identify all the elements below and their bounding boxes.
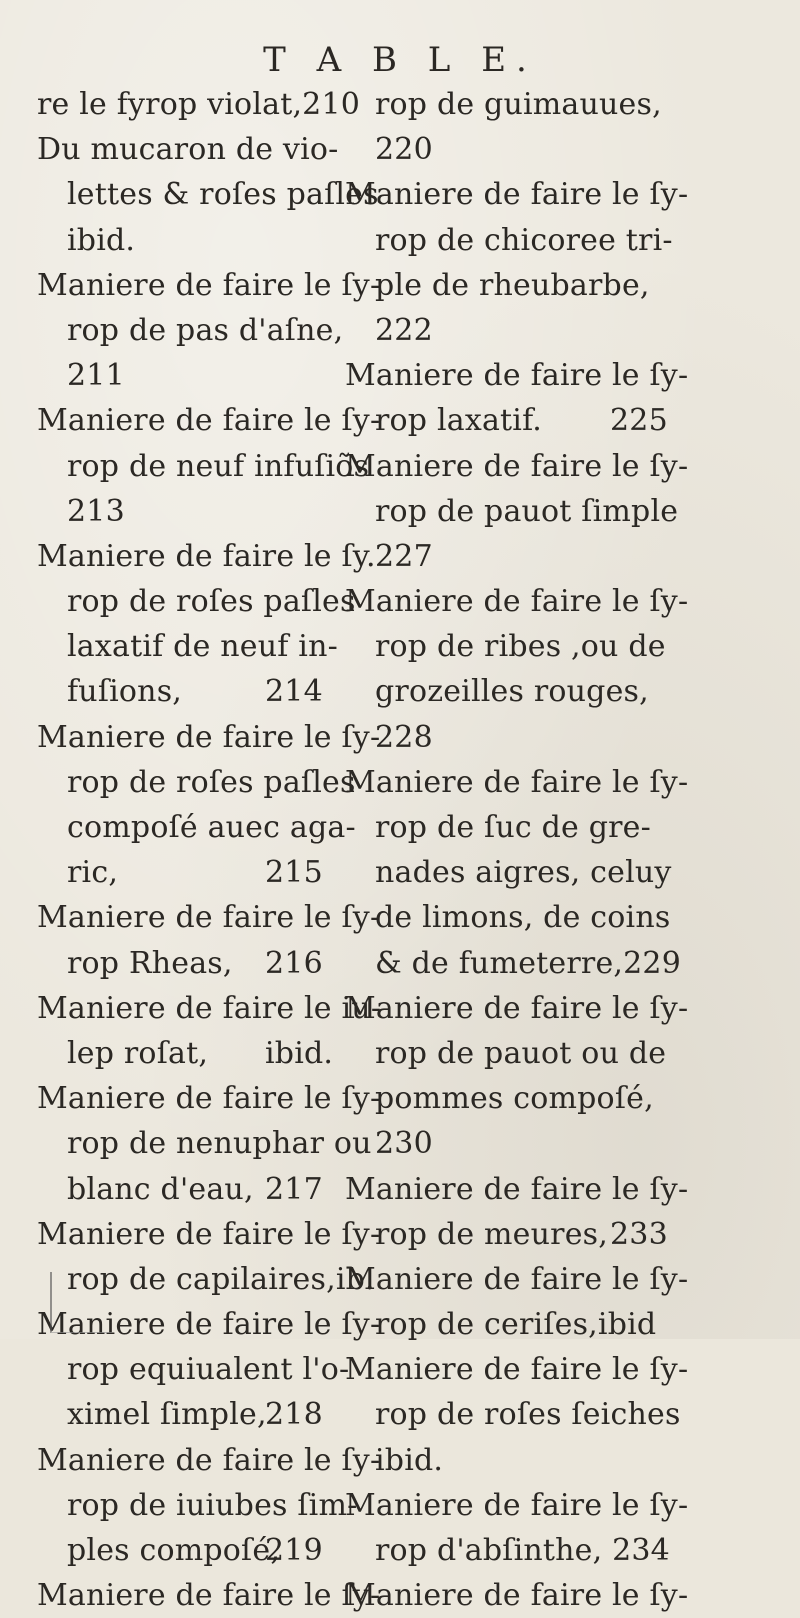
left-index-line	[0, 1573, 400, 1618]
left-index-line	[0, 895, 400, 940]
index-entry-text: rop Rheas,	[67, 945, 233, 981]
left-index-line	[0, 398, 400, 443]
left-index-line	[0, 1121, 400, 1166]
index-entry-text: rop de roſes paſles	[67, 764, 356, 800]
index-entry-text: rop de roſes ſeiches	[375, 1397, 681, 1433]
right-index-line	[345, 986, 800, 1031]
index-entry-text: laxatif de neuf in-	[67, 629, 338, 665]
index-entry-text: Maniere de faire le ſy-	[345, 1578, 689, 1614]
page-number: 225	[610, 403, 668, 439]
right-index-line	[345, 941, 800, 986]
index-entry-text: ibid.	[67, 222, 136, 258]
index-entry-text: Maniere de faire le ſy-	[345, 764, 689, 800]
right-index-line	[345, 353, 800, 398]
index-entry-text: 227	[375, 538, 433, 574]
index-entry-text: Maniere de faire le iu-	[37, 990, 382, 1026]
index-entry-text: & de fumeterre,229	[375, 945, 682, 981]
left-index-line	[0, 941, 400, 986]
index-entry-text: Maniere de faire le ſy-	[345, 448, 689, 484]
right-index-line	[345, 308, 800, 353]
index-entry-text: Maniere de faire le ſy-	[345, 584, 689, 620]
right-index-line	[345, 1392, 800, 1437]
left-index-line	[0, 1167, 400, 1212]
index-entry-text: rop de chicoree tri-	[375, 222, 673, 258]
page-number: 217	[265, 1171, 323, 1207]
right-index-line	[345, 489, 800, 534]
left-index-line	[0, 218, 400, 263]
right-index-line	[345, 1257, 800, 1302]
right-index-line	[345, 82, 800, 127]
index-entry-text: rop de ribes ,ou de	[375, 629, 666, 665]
index-entry-text: Du mucaron de vio-	[37, 132, 339, 168]
index-entry-text: rop d'abſinthe, 234	[375, 1533, 670, 1568]
right-index-line	[345, 579, 800, 624]
index-entry-text: Maniere de faire le ſy-	[345, 1261, 689, 1297]
right-index-line	[345, 669, 800, 714]
left-index-line	[0, 308, 400, 353]
index-entry-text: rop de capilaires,ib.	[67, 1261, 375, 1297]
left-index-line	[0, 444, 400, 489]
left-index-line	[0, 1392, 400, 1437]
index-entry-text: Maniere de faire le ſy-	[37, 267, 381, 303]
left-index-line	[0, 986, 400, 1031]
index-entry-text: pommes compoſé,	[375, 1081, 654, 1117]
index-column-right	[345, 82, 800, 1618]
left-index-line	[0, 805, 400, 850]
index-entry-text: rop de roſes paſles	[67, 584, 356, 620]
right-index-line	[345, 263, 800, 308]
index-entry-text: ibid.	[375, 1442, 444, 1478]
index-entry-text: rop laxatif.	[375, 403, 543, 439]
index-entry-text: ples compoſé,	[67, 1533, 281, 1568]
left-index-line	[0, 1483, 400, 1528]
page-number: 233	[610, 1216, 668, 1252]
page-number: ibid.	[265, 1035, 334, 1071]
left-index-line	[0, 850, 400, 895]
right-index-line	[345, 1212, 800, 1257]
page-corner-mark	[50, 1272, 112, 1333]
right-index-line	[345, 1031, 800, 1076]
left-index-line	[0, 127, 400, 172]
right-index-line	[345, 895, 800, 940]
right-index-line	[345, 1483, 800, 1528]
index-entry-text: 230	[375, 1126, 433, 1162]
index-entry-text: Maniere de faire le ſy-	[37, 719, 381, 755]
right-index-line	[345, 218, 800, 263]
left-index-line	[0, 1076, 400, 1121]
right-index-line	[345, 715, 800, 760]
left-index-line	[0, 1031, 400, 1076]
index-entry-text: rop de meures,	[375, 1216, 608, 1252]
left-index-line	[0, 172, 400, 217]
index-entry-text: re le fyrop violat,210	[37, 87, 361, 122]
page-number: 216	[265, 945, 323, 981]
right-index-line	[345, 850, 800, 895]
right-index-line	[345, 760, 800, 805]
index-entry-text: rop de pas d'aſne,	[67, 312, 344, 348]
index-column-left	[0, 82, 400, 1618]
right-index-line	[345, 1528, 800, 1573]
page-number: 219	[265, 1533, 323, 1568]
right-index-line	[345, 444, 800, 489]
index-entry-text: Maniere de faire le ſy-	[37, 1216, 381, 1252]
index-entry-text: Maniere de faire le ſy-	[37, 900, 381, 936]
index-entry-text: 213	[67, 493, 125, 529]
right-index-line	[345, 805, 800, 850]
index-entry-text: lep roſat,	[67, 1035, 209, 1071]
index-entry-text: rop equiualent l'o-	[67, 1352, 350, 1388]
index-entry-text: de limons, de coins	[375, 900, 671, 936]
index-entry-text: rop de ceriſes,ibid	[375, 1307, 657, 1343]
index-entry-text: ric,	[67, 855, 119, 891]
index-entry-text: blanc d'eau,	[67, 1171, 254, 1207]
index-entry-text: Maniere de faire le ſy-	[345, 358, 689, 394]
right-index-line	[345, 624, 800, 669]
right-index-line	[345, 1121, 800, 1166]
index-entry-text: Maniere de faire le ſy-	[345, 1171, 689, 1207]
left-index-line	[0, 1438, 400, 1483]
left-index-line	[0, 1347, 400, 1392]
page-number: 215	[265, 855, 323, 891]
left-index-line	[0, 353, 400, 398]
index-entry-text: 228	[375, 719, 433, 755]
left-index-line	[0, 715, 400, 760]
right-index-line	[345, 534, 800, 579]
right-index-line	[345, 1347, 800, 1392]
left-index-line	[0, 669, 400, 714]
left-index-line	[0, 1528, 400, 1573]
left-index-line	[0, 624, 400, 669]
right-index-line	[345, 1167, 800, 1212]
index-entry-text: Maniere de faire le ſy-	[345, 1487, 689, 1523]
index-entry-text: 211	[67, 358, 125, 394]
left-index-line	[0, 489, 400, 534]
left-index-line	[0, 760, 400, 805]
index-entry-text: Maniere de faire le ſy.	[37, 538, 376, 574]
left-index-line	[0, 579, 400, 624]
index-entry-text: ple de rheubarbe,	[375, 267, 650, 303]
right-index-line	[345, 127, 800, 172]
right-index-line	[345, 1573, 800, 1618]
index-entry-text: rop de pauot ou de	[375, 1035, 667, 1071]
index-entry-text: lettes & roſes paſles	[67, 177, 379, 213]
index-entry-text: rop de ſuc de gre-	[375, 810, 651, 845]
index-entry-text: Maniere de faire le ſy-	[345, 1352, 689, 1388]
left-index-line	[0, 1212, 400, 1257]
index-entry-text: fuſions,	[67, 674, 183, 710]
index-entry-text: rop de nenuphar ou	[67, 1126, 372, 1162]
index-entry-text: ximel ſimple,	[67, 1397, 267, 1433]
index-entry-text: 220	[375, 132, 433, 168]
right-index-line	[345, 1438, 800, 1483]
left-index-line	[0, 263, 400, 308]
page-number: 218	[265, 1397, 323, 1433]
right-index-line	[345, 398, 800, 443]
index-entry-text: rop de neuf infuſiõs	[67, 448, 370, 484]
right-index-line	[345, 172, 800, 217]
page-number: 214	[265, 674, 323, 710]
index-entry-text: rop de iuiubes ſim-	[67, 1487, 358, 1523]
index-entry-text: rop de pauot ſimple	[375, 493, 679, 529]
index-entry-text: Maniere de faire le ſy-	[345, 177, 689, 213]
right-index-line	[345, 1302, 800, 1347]
index-entry-text: nades aigres, celuy	[375, 855, 672, 891]
index-entry-text: grozeilles rouges,	[375, 674, 649, 710]
index-entry-text: 222	[375, 312, 433, 348]
index-entry-text: Maniere de faire le ſy-	[37, 403, 381, 439]
index-entry-text: Maniere de faire le ſy-	[37, 1578, 381, 1614]
index-entry-text: compoſé auec aga-	[67, 810, 356, 845]
page-header: T A B L E.	[263, 40, 537, 80]
left-index-line	[0, 82, 400, 127]
index-entry-text: Maniere de faire le ſy-	[37, 1081, 381, 1117]
index-entry-text: Maniere de faire le ſy-	[345, 990, 689, 1026]
index-entry-text: rop de guimauues,	[375, 87, 662, 122]
left-index-line	[0, 534, 400, 579]
right-index-line	[345, 1076, 800, 1121]
index-entry-text: Maniere de faire le ſy-	[37, 1442, 381, 1478]
index-entry-text: Maniere de faire le ſy-	[37, 1307, 381, 1343]
